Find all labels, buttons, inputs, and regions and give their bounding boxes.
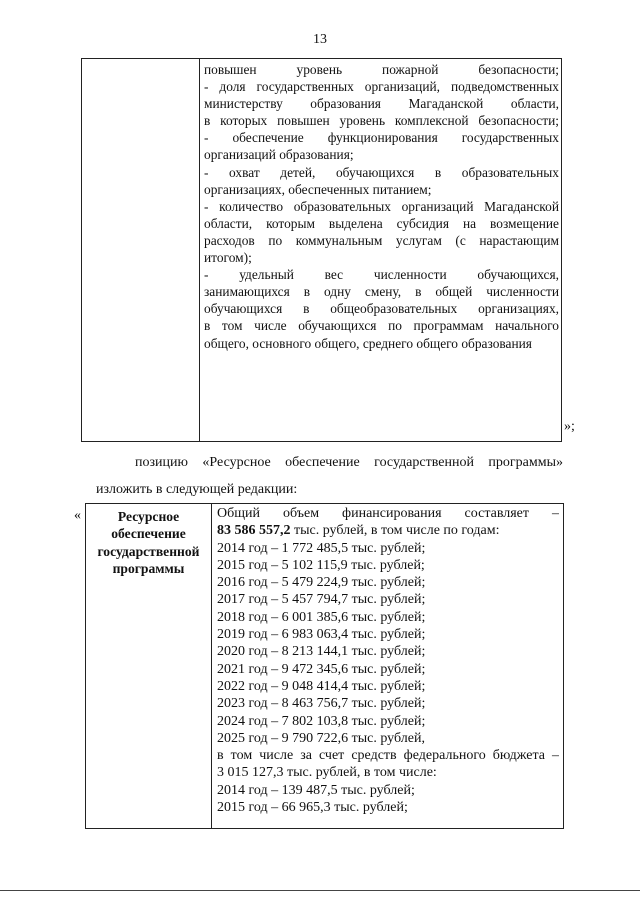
closing-quote: »; <box>564 419 575 434</box>
year-line: 2015 год – 5 102 115,9 тыс. рублей; <box>217 557 425 573</box>
year-line: 2019 год – 6 983 063,4 тыс. рублей; <box>217 627 426 643</box>
financing-total-rest: тыс. рублей, в том числе по годам: <box>290 523 500 539</box>
year-line: 2014 год – 1 772 485,5 тыс. рублей; <box>217 540 426 556</box>
amendment-paragraph-line1: позицию «Ресурсное обеспечение государственной программы» <box>135 455 563 470</box>
federal-total: 3 015 127,3 тыс. рублей, в том числе: <box>217 765 437 781</box>
indicator-line: министерству образования Магаданской области, <box>204 96 559 112</box>
indicator-line: общего, основного общего, среднего общего образования <box>204 335 532 351</box>
indicator-line: области, которым выделена субсидия на возмещение <box>204 215 559 231</box>
year-line: 2018 год – 6 001 385,6 тыс. рублей; <box>217 609 426 625</box>
indicator-line: расходов по коммунальным услугам (с нарастающим <box>204 232 559 248</box>
bottom-rule <box>0 890 640 891</box>
indicator-line: - количество образовательных организаций Магаданской <box>204 198 559 214</box>
indicator-line: обучающихся в общеобразовательных организациях, <box>204 301 559 317</box>
resources-table <box>85 503 564 829</box>
amendment-paragraph-line2: изложить в следующей редакции: <box>96 482 298 497</box>
federal-year-line: 2015 год – 66 965,3 тыс. рублей; <box>217 800 408 816</box>
indicator-line: - охват детей, обучающихся в образовательных <box>204 164 559 180</box>
financing-total <box>217 522 559 539</box>
indicators-table-left-cell <box>82 59 200 441</box>
indicators-table-right-cell <box>200 59 561 441</box>
label-line: государственной <box>97 543 200 559</box>
indicator-line: занимающихся в одну смену, в общей численности <box>204 284 559 300</box>
indicator-line: - доля государственных организаций, подведомственных <box>204 79 559 95</box>
label-line: программы <box>112 561 185 577</box>
page-number: 13 <box>313 32 327 47</box>
indicator-line: организациях, обеспеченных питанием; <box>204 181 432 197</box>
year-line: 2025 год – 9 790 722,6 тыс. рублей, <box>217 730 425 746</box>
indicator-line: повышен уровень пожарной безопасности; <box>204 62 559 77</box>
indicator-line: - обеспечение функционирования государственных <box>204 130 559 146</box>
indicator-line: организаций образования; <box>204 147 354 163</box>
federal-intro: в том числе за счет средств федерального бюджета – <box>217 748 559 764</box>
indicator-line: в том числе обучающихся по программам начального <box>204 318 559 334</box>
year-line: 2024 год – 7 802 103,8 тыс. рублей; <box>217 713 426 729</box>
resources-table-label-cell <box>86 504 212 828</box>
financing-total-amount: 83 586 557,2 <box>217 523 291 539</box>
label-line: обеспечение <box>111 526 186 542</box>
opening-quote: « <box>74 508 81 523</box>
year-line: 2022 год – 9 048 414,4 тыс. рублей; <box>217 678 426 694</box>
year-line: 2023 год – 8 463 756,7 тыс. рублей; <box>217 696 426 712</box>
year-line: 2020 год – 8 213 144,1 тыс. рублей; <box>217 644 426 660</box>
year-line: 2016 год – 5 479 224,9 тыс. рублей; <box>217 575 426 591</box>
label-line: Ресурсное <box>117 509 180 524</box>
federal-year-line: 2014 год – 139 487,5 тыс. рублей; <box>217 782 415 798</box>
financing-intro: Общий объем финансирования составляет – <box>217 506 559 521</box>
indicator-line: итогом); <box>204 250 252 266</box>
indicator-line: - удельный вес численности обучающихся, <box>204 267 559 283</box>
indicator-line: в которых повышен уровень комплексной безопасности; <box>204 113 559 129</box>
indicators-table <box>81 58 562 442</box>
resources-table-value-cell <box>212 504 563 828</box>
year-line: 2021 год – 9 472 345,6 тыс. рублей; <box>217 661 426 677</box>
year-line: 2017 год – 5 457 794,7 тыс. рублей; <box>217 592 426 608</box>
